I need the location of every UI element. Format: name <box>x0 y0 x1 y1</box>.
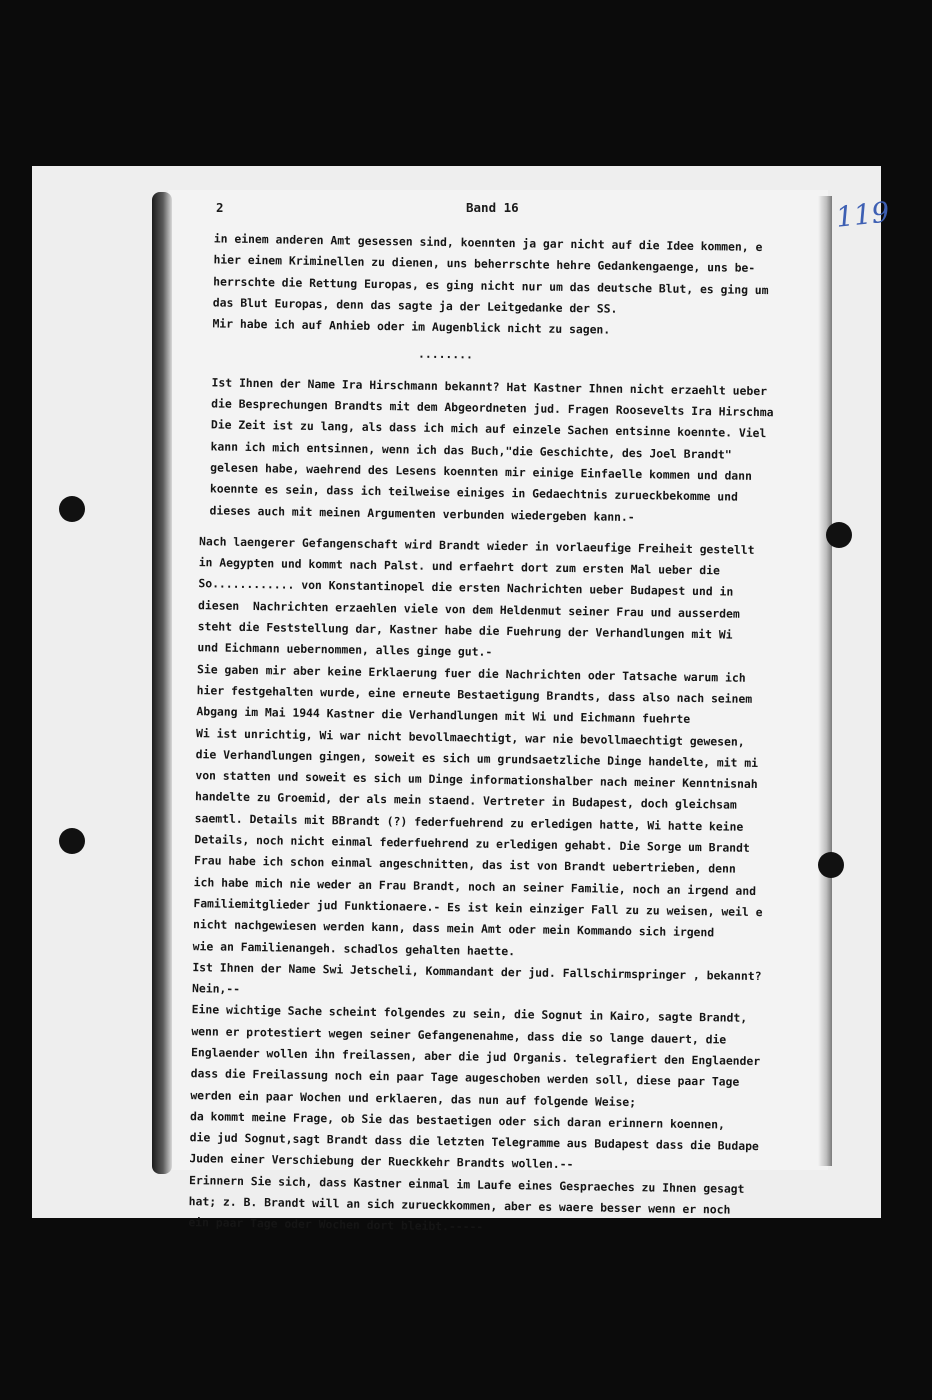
text-line: steht die Feststellung dar, Kastner habe die Fuehrung der Verhandlungen mit Wi <box>197 619 733 642</box>
text-line: da kommt meine Frage, ob Sie das bestaetigen oder sich daran erinnern koennen, <box>189 1108 726 1132</box>
text-line: Details, noch nicht einmal federfuehrend zu erledigen gehabt. Die Sorge um Brandt <box>194 832 750 855</box>
text-line: Nein,-- <box>191 981 241 996</box>
text-line: hier festgehalten wurde, eine erneute Bestaetigung Brandts, dass also nach seinem <box>196 683 753 706</box>
text-line: und Eichmann uebernommen, alles ginge gut.- <box>197 640 493 660</box>
text-line: handelte zu Groemid, der als mein staend. Vertreter in Budapest, doch gleichsam <box>194 789 737 813</box>
text-line: Abgang im Mai 1944 Kastner die Verhandlungen mit Wi und Eichmann fuehrte <box>196 704 691 727</box>
text-line: Erinnern Sie sich, dass Kastner einmal im Laufe eines Gespraeches zu Ihnen gesagt <box>188 1172 745 1196</box>
punch-hole <box>59 496 85 522</box>
text-line: die Besprechungen Brandts mit dem Abgeordneten jud. Fragen Roosevelts Ira Hirschma <box>211 396 774 420</box>
text-line: Englaender wollen ihn freilassen, aber die jud Organis. telegrafiert den Englaender <box>190 1045 761 1069</box>
punch-hole <box>826 522 852 548</box>
document-body <box>174 228 830 1244</box>
volume-title: Band 16 <box>466 200 519 215</box>
text-line: ich habe mich nie weder an Frau Brandt, noch an seiner Familie, noch an irgend and <box>193 874 757 898</box>
text-line: Frau habe ich schon einmal angeschnitten, das ist von Brandt uebertrieben, denn <box>193 853 736 876</box>
text-line: koennte es sein, dass ich teilweise einiges in Gedaechtnis zurueckbekomme und <box>209 481 739 504</box>
text-line: Die Zeit ist zu lang, als dass ich mich auf einzele Sachen entsinne koennte. Viel <box>210 417 767 441</box>
text-line: Juden einer Verschiebung der Rueckkehr Brandts wollen.-- <box>189 1151 574 1172</box>
text-line: Ist Ihnen der Name Swi Jetscheli, Kommandant der jud. Fallschirmspringer , bekannt? <box>192 959 762 983</box>
page-number: 2 <box>216 200 224 215</box>
text-line: werden ein paar Wochen und erklaeren, das nun auf folgende Weise; <box>190 1087 637 1109</box>
text-line: Ist Ihnen der Name Ira Hirschmann bekannt? Hat Kastner Ihnen nicht erzaehlt ueber <box>211 375 768 398</box>
text-line: Mir habe ich auf Anhieb oder im Augenblick nicht zu sagen. <box>212 316 611 337</box>
text-line: die jud Sognut,sagt Brandt dass die letzten Telegramme aus Budapest dass die Budape <box>189 1130 759 1154</box>
text-line: dass die Freilassung noch ein paar Tage augeschoben werden soll, diese paar Tage <box>190 1066 740 1090</box>
text-line: von statten und soweit es sich um Dinge informationshalber nach meiner Kenntnisnah <box>195 768 758 792</box>
text-line: Eine wichtige Sache scheint folgendes zu sein, die Sognut in Kairo, sagte Brandt, <box>191 1002 748 1026</box>
text-line: nicht nachgewiesen werden kann, dass mein Amt oder mein Kommando sich irgend <box>192 917 715 940</box>
text-line: hat; z. B. Brandt will an sich zurueckkommen, aber es waere besser wenn er noch <box>188 1194 731 1217</box>
text-line: dieses auch mit meinen Argumenten verbunden wiedergeben kann.- <box>209 502 635 524</box>
text-line: hier einem Kriminellen zu dienen, uns beherrschte hehre Gedankengaenge, uns be- <box>213 252 756 276</box>
text-line: in Aegypten und kommt nach Palst. und erfaehrt dort zum ersten Mal ueber die <box>198 555 720 578</box>
text-line: Familiemitglieder jud Funktionaere.- Es ist kein einziger Fall zu zu weisen, weil e <box>193 896 763 919</box>
text-line: gelesen habe, waehrend des Lesens koennten mir einige Einfaelle kommen und dann <box>210 460 753 483</box>
text-line: wenn er protestiert wegen seiner Gefangenenahme, dass die so lange dauert, die <box>191 1023 727 1047</box>
binding-shadow <box>152 192 172 1174</box>
text-line: ........ <box>417 347 474 362</box>
text-line: das Blut Europas, denn das sagte ja der Leitgedanke der SS. <box>212 295 618 316</box>
text-line: herrschte die Rettung Europas, es ging nicht nur um das deutsche Blut, es ging um <box>213 273 769 297</box>
text-line: Sie gaben mir aber keine Erklaerung fuer die Nachrichten oder Tatsache warum ich <box>196 661 746 685</box>
text-line: die Verhandlungen gingen, soweit es sich um grundsaetzliche Dinge handelte, mit mi <box>195 746 759 770</box>
text-line: So............ von Konstantinopel die ersten Nachrichten ueber Budapest und in <box>198 576 734 600</box>
text-line: Nach laengerer Gefangenschaft wird Brandt wieder in vorlaeufige Freiheit gestellt <box>198 534 755 557</box>
text-line: ein paar Tage oder Wochen dort bleibt.----- <box>188 1215 484 1235</box>
text-line: wie an Familienangeh. schadlos gehalten haette. <box>192 938 516 958</box>
punch-hole <box>59 828 85 854</box>
text-line: Wi ist unrichtig, Wi war nicht bevollmaechtigt, war nie bevollmaechtigt gewesen, <box>195 725 745 749</box>
text-line: kann ich mich entsinnen, wenn ich das Buch,"die Geschichte, des Joel Brandt" <box>210 439 732 462</box>
text-line: saemtl. Details mit BBrandt (?) federfuehrend zu erledigen hatte, Wi hatte keine <box>194 810 744 834</box>
handwritten-folio: 119 <box>834 195 891 234</box>
text-line: diesen Nachrichten erzaehlen viele von dem Heldenmut seiner Frau und ausserdem <box>197 597 740 621</box>
punch-hole <box>818 852 844 878</box>
text-line: in einem anderen Amt gesessen sind, koennten ja gar nicht auf die Idee kommen, e <box>213 231 763 254</box>
